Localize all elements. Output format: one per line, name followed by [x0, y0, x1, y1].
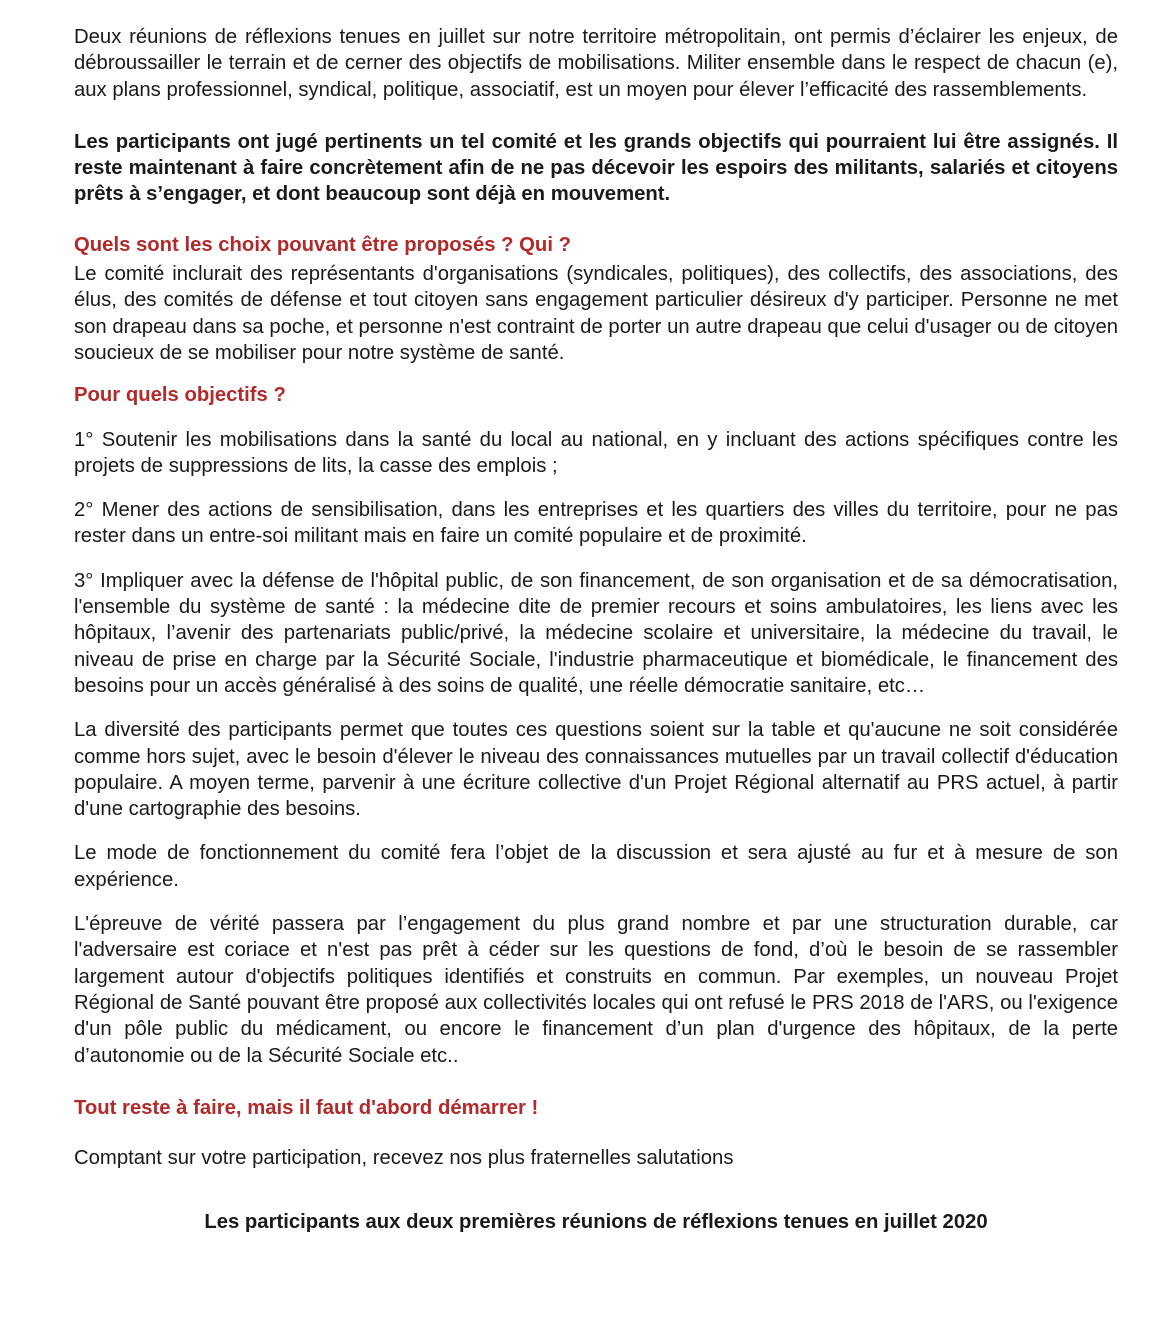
- diversity-paragraph: La diversité des participants permet que toutes ces questions soient sur la table et qu'aucune ne soit considérée comme hors sujet, avec le besoin d'élever le niveau des connaissances mutuelles par un travail collectif d'éducation populaire. A moyen terme, parvenir à une écriture collective d'un Projet Régional alternatif au PRS actuel, à partir d'une cartographie des besoins.: [74, 719, 1118, 821]
- letter-body: [74, 24, 1118, 1236]
- bold-intro-paragraph: Les participants ont jugé pertinents un tel comité et les grands objectifs qui pourraient lui être assignés. Il reste maintenant à faire concrètement afin de ne pas décevoir les espoirs des militants, salariés et citoyens prêts à s’engager, et dont beaucoup sont déjà en mouvement.: [74, 130, 1118, 206]
- truth-paragraph: L'épreuve de vérité passera par l’engagement du plus grand nombre et par une structuration durable, car l'adversaire est coriace et n'est pas prêt à céder sur les questions de fond, d’où le besoin de se rassembler largement autour d'objectifs politiques identifiés et construits en commun. Par exemples, un nouveau Projet Régional de Santé pouvant être proposé aux collectivités locales qui ont refusé le PRS 2018 de l'ARS, ou l'exigence d'un pôle public du médicament, ou encore le financement d’un plan d'urgence des hôpitaux, de la perte d’autonomie ou de la Sécurité Sociale etc..: [74, 913, 1118, 1067]
- signature: Les participants aux deux premières réunions de réflexions tenues en juillet 2020: [204, 1211, 988, 1234]
- who-paragraph: Le comité inclurait des représentants d'organisations (syndicales, politiques), des collectifs, des associations, des élus, des comités de défense et tout citoyen sans engagement particulier désireux d'y participer. Personne ne met son drapeau dans sa poche, et personne n'est contraint de porter un autre drapeau que celui d'usager ou de citoyen soucieux de se mobiliser pour notre système de santé.: [74, 263, 1118, 364]
- heading-objectives: Pour quels objectifs ?: [74, 384, 286, 407]
- objective-3: 3° Impliquer avec la défense de l'hôpital public, de son financement, de son organisation et de sa démocratisation, l'ensemble du système de santé : la médecine dite de premier recours et soins ambulatoires, les liens avec les hôpitaux, l’avenir des partenariats public/privé, la médecine scolaire et universitaire, la médecine du travail, le niveau de prise en charge par la Sécurité Sociale, l'industrie pharmaceutique et biomédicale, le financement des besoins pour un accès généralisé à des soins de qualité, une réelle démocratie sanitaire, etc…: [74, 569, 1118, 697]
- call-to-action: Tout reste à faire, mais il faut d'abord démarrer !: [74, 1096, 539, 1119]
- closing-line: Comptant sur votre participation, recevez nos plus fraternelles salutations: [74, 1147, 734, 1170]
- objective-1: 1° Soutenir les mobilisations dans la santé du local au national, en y incluant des actions spécifiques contre les projets de suppressions de lits, la casse des emplois ;: [74, 428, 1118, 477]
- heading-who: Quels sont les choix pouvant être proposés ? Qui ?: [74, 233, 571, 256]
- mode-paragraph: Le mode de fonctionnement du comité fera l’objet de la discussion et sera ajusté au fur et à mesure de son expérience.: [74, 842, 1118, 891]
- objective-2: 2° Mener des actions de sensibilisation, dans les entreprises et les quartiers des villes du territoire, pour ne pas rester dans un entre-soi militant mais en faire un comité populaire et de proximité.: [74, 499, 1118, 548]
- intro-paragraph: Deux réunions de réflexions tenues en juillet sur notre territoire métropolitain, ont permis d’éclairer les enjeux, de débroussailler le terrain et de cerner des objectifs de mobilisations. Militer ensemble dans le respect de chacun (e), aux plans professionnel, syndical, politique, associatif, est un moyen pour élever l’efficacité des rassemblements.: [74, 26, 1118, 101]
